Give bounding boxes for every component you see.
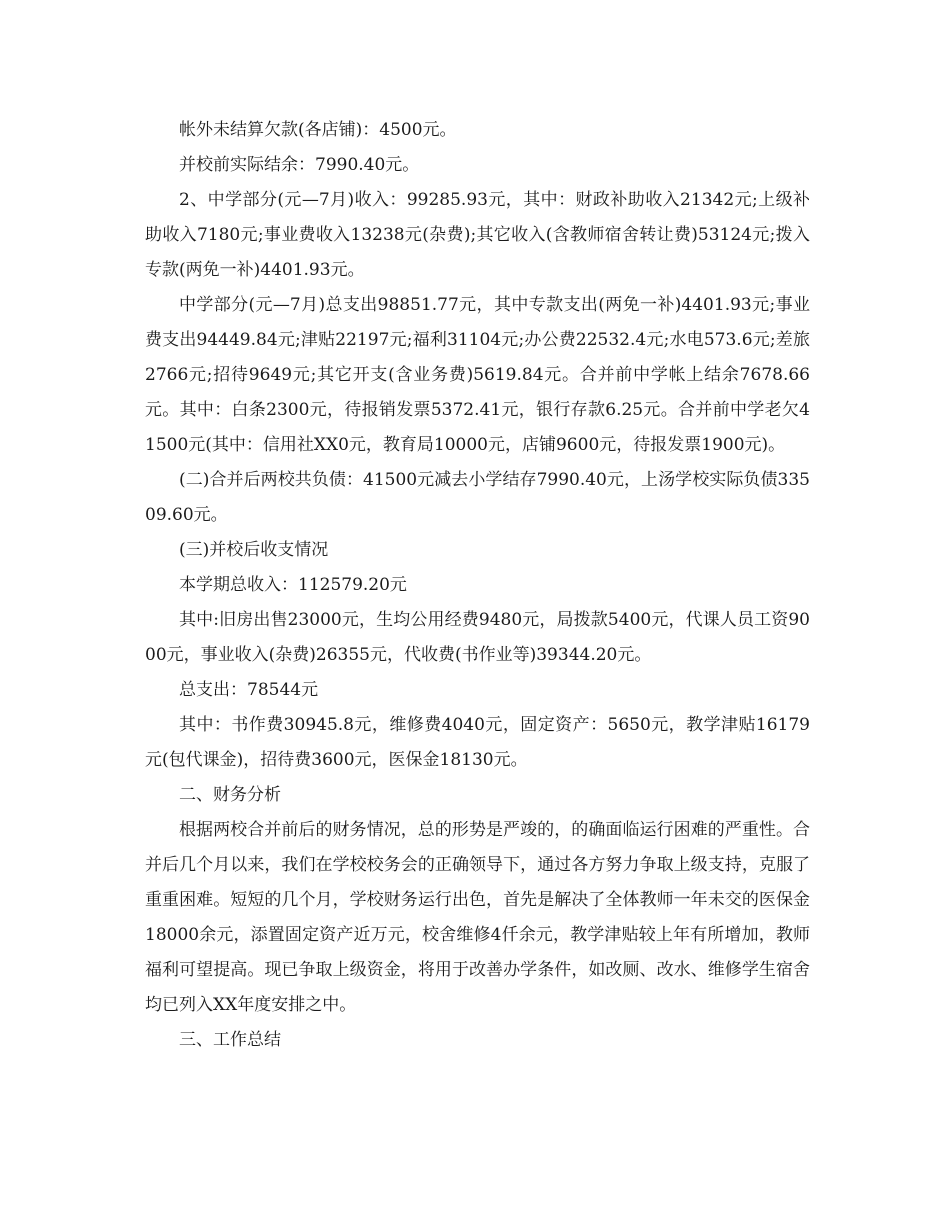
paragraph-unsettled-debt: 帐外未结算欠款(各店铺)：4500元。: [179, 120, 457, 140]
paragraph-combined-debt: (二)合并后两校共负债：41500元减去小学结存7990.40元，上汤学校实际负债33509.60元。: [145, 470, 810, 525]
section-heading-work-summary: 三、工作总结: [179, 1030, 281, 1050]
paragraph-total-income: 本学期总收入：112579.20元: [179, 575, 407, 595]
paragraph-financial-analysis: 根据两校合并前后的财务情况，总的形势是严竣的，的确面临运行困难的严重性。合并后几个月以来，我们在学校校务会的正确领导下，通过各方努力争取上级支持，克服了重重困难。短短的几个月，学校财务运行出色，首先是解决了全体教师一年未交的医保金18000余元，添置固定资产近万元，校舍维修4仟余元，教学津贴较上年有所增加，教师福利可望提高。现已争取上级资金，将用于改善办学条件，如改厕、改水、维修学生宿舍均已列入XX年度安排之中。: [145, 820, 810, 1015]
paragraph-expenditure-breakdown: 其中：书作费30945.8元，维修费4040元，固定资产：5650元，教学津贴16179元(包代课金)，招待费3600元，医保金18130元。: [145, 715, 810, 770]
paragraph-middle-school-income: 2、中学部分(元—7月)收入：99285.93元，其中：财政补助收入21342元;上级补助收入7180元;事业费收入13238元(杂费);其它收入(含教师宿舍转让费)53124元;拨入专款(两免一补)4401.93元。: [145, 190, 810, 280]
paragraph-income-breakdown: 其中:旧房出售23000元，生均公用经费9480元，局拨款5400元，代课人员工资9000元，事业收入(杂费)26355元，代收费(书作业等)39344.20元。: [145, 610, 810, 665]
document-body: [145, 113, 810, 1058]
paragraph-actual-balance: 并校前实际结余：7990.40元。: [179, 155, 420, 175]
section-heading-financial-analysis: 二、财务分析: [179, 785, 281, 805]
paragraph-middle-school-expenditure: 中学部分(元—7月)总支出98851.77元，其中专款支出(两免一补)4401.93元;事业费支出94449.84元;津贴22197元;福利31104元;办公费22532.4元;水电573.6元;差旅2766元;招待9649元;其它开支(含业务费)5619.84元。合并前中学帐上结余7678.66元。其中：白条2300元，待报销发票5372.41元，银行存款6.25元。合并前中学老欠41500元(其中：信用社XX0元，教育局10000元，店铺9600元，待报发票1900元)。: [145, 295, 810, 455]
section-heading-post-merger: (三)并校后收支情况: [179, 540, 329, 560]
paragraph-total-expenditure: 总支出：78544元: [179, 680, 319, 700]
